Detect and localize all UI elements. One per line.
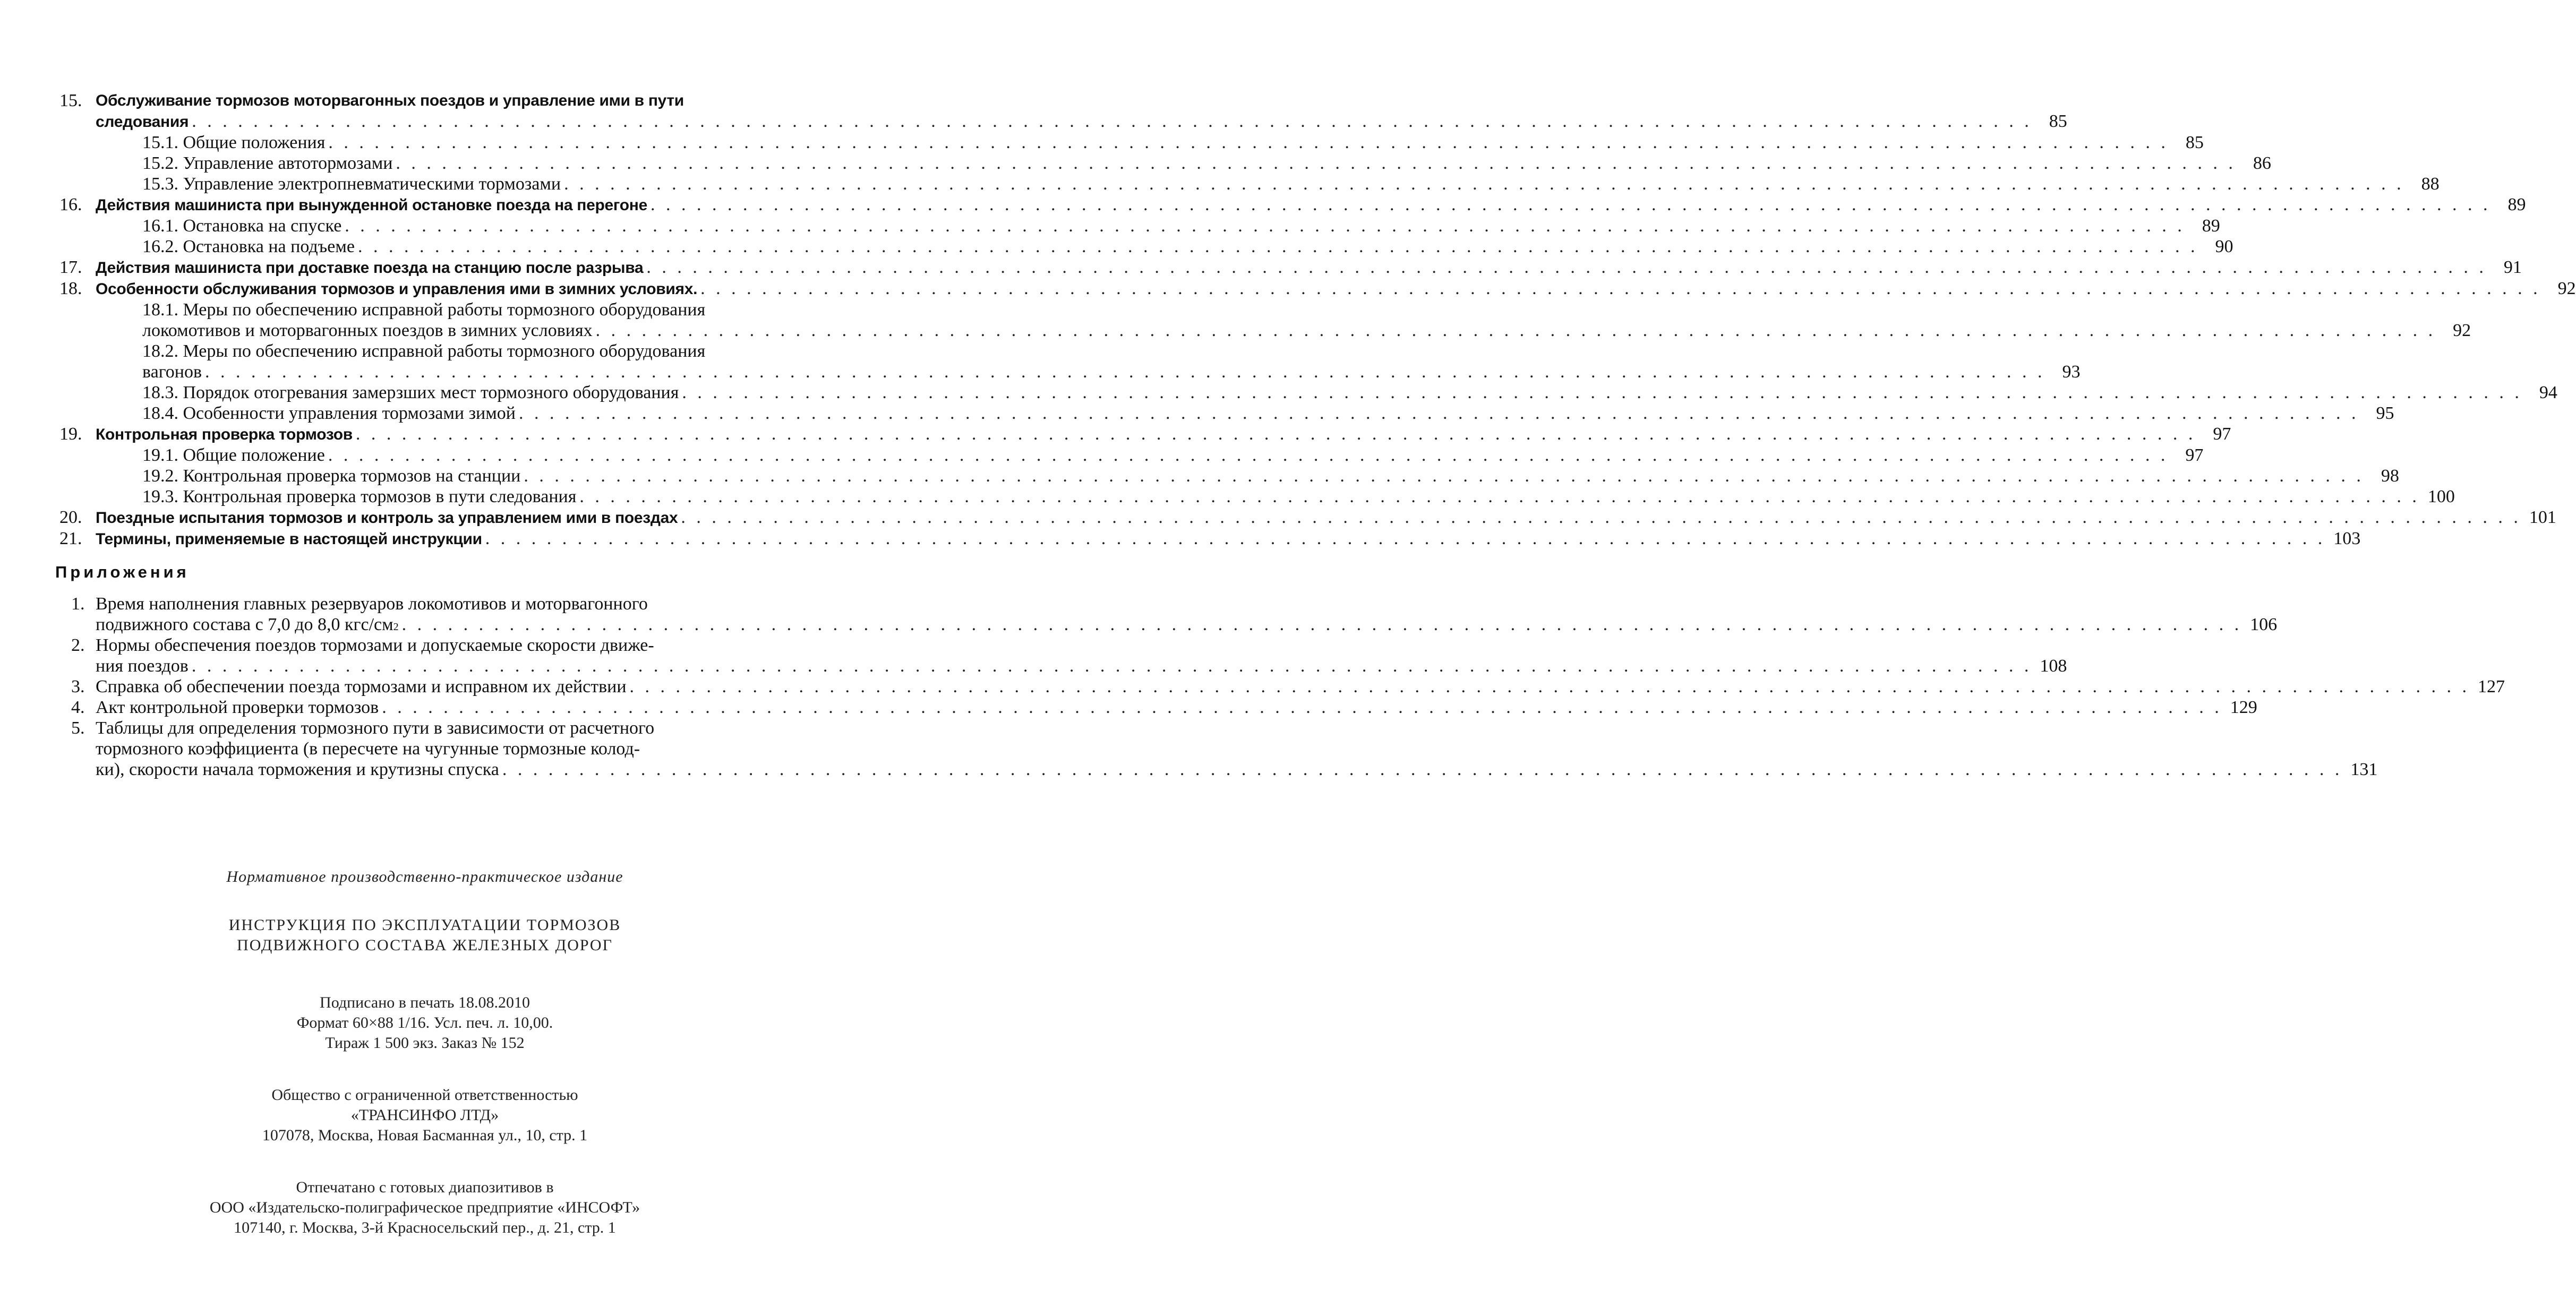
- entry-title-line: 15.2. Управление автотормозами: [142, 153, 393, 173]
- toc-subentry: [59, 382, 2557, 403]
- toc-subentry: [59, 174, 2440, 194]
- publisher-line-2: «ТРАНСИНФО ЛТД»: [350, 1106, 499, 1124]
- page-number: 95: [2376, 403, 2394, 423]
- page-number: 93: [2062, 362, 2081, 382]
- entry-title-line: Таблицы для определения тормозного пути в зависимости от расчетного: [96, 718, 655, 738]
- page-number: 106: [2250, 615, 2278, 634]
- print-details: [0, 993, 850, 1053]
- page-number: 97: [2185, 445, 2204, 465]
- entry-number: 21.: [59, 529, 82, 548]
- appendix-entry: [59, 718, 2378, 780]
- printer-address: 107140, г. Москва, 3-й Красносельский пер., д. 21, стр. 1: [234, 1219, 616, 1236]
- leader-dots: . . . . . . . . . . . . . . . . . . . . . . . . . . . . . . . . . . . . . . . . . . . . . . . . . . . . . . . . . . . . . . . . . . . . . . . . . . . . . . . . . . . . . . . . . . . . . . . . . . . . . . . . . . . . . . . . . . . . . . . .: [328, 445, 2169, 465]
- toc-subentry: [59, 466, 2399, 486]
- toc-entry: [59, 257, 2522, 278]
- entry-number: 5.: [71, 718, 85, 738]
- page-number: 129: [2230, 698, 2257, 717]
- entry-title-line: 19.2. Контрольная проверка тормозов на станции: [142, 466, 521, 486]
- page-number: 85: [2185, 133, 2204, 152]
- toc-entry: [59, 278, 2576, 299]
- entry-title-line: локомотивов и моторвагонных поездов в зимних условиях: [142, 321, 593, 340]
- toc-entry: [59, 90, 2067, 132]
- toc-subentry: [59, 153, 2271, 174]
- book-title-line-2: ПОДВИЖНОГО СОСТАВА ЖЕЛЕЗНЫХ ДОРОГ: [237, 936, 613, 954]
- entry-title-line: 19.3. Контрольная проверка тормозов в пути следования: [142, 487, 577, 506]
- leader-dots: . . . . . . . . . . . . . . . . . . . . . . . . . . . . . . . . . . . . . . . . . . . . . . . . . . . . . . . . . . . . . . . . . . . . . . . . . . . . . . . . . . . . . . . . . . . . . . . . . . . . . . . . . . . . . . . . . . . . . . . .: [524, 466, 2364, 486]
- leader-dots: . . . . . . . . . . . . . . . . . . . . . . . . . . . . . . . . . . . . . . . . . . . . . . . . . . . . . . . . . . . . . . . . . . . . . . . . . . . . . . . . . . . . . . . . . . . . . . . . . . . . . . . . . . . . . . . . . . . . . . . .: [700, 279, 2541, 298]
- entry-title-line: Справка об обеспечении поезда тормозами и исправном их действии: [96, 677, 627, 696]
- entry-number: 2.: [71, 635, 85, 655]
- page-number: 98: [2381, 466, 2399, 486]
- page-number: 92: [2557, 279, 2576, 298]
- leader-dots: . . . . . . . . . . . . . . . . . . . . . . . . . . . . . . . . . . . . . . . . . . . . . . . . . . . . . . . . . . . . . . . . . . . . . . . . . . . . . . . . . . . . . . . . . . . . . . . . . . . . . . . . . . . . . . . . . . . . . . . .: [564, 174, 2404, 194]
- leader-dots: . . . . . . . . . . . . . . . . . . . . . . . . . . . . . . . . . . . . . . . . . . . . . . . . . . . . . . . . . . . . . . . . . . . . . . . . . . . . . . . . . . . . . . . . . . . . . . . . . . . . . . . . . . . . . . . . . . . . . . . .: [646, 257, 2487, 277]
- toc-entry: [59, 528, 2361, 549]
- page-number: 127: [2478, 677, 2505, 696]
- publisher-details: [0, 1085, 850, 1146]
- page-number: 131: [2350, 760, 2378, 779]
- entry-title-line: 18.4. Особенности управления тормозами зимой: [142, 403, 516, 423]
- entry-title-line: Контрольная проверка тормозов: [96, 426, 353, 443]
- leader-dots: . . . . . . . . . . . . . . . . . . . . . . . . . . . . . . . . . . . . . . . . . . . . . . . . . . . . . . . . . . . . . . . . . . . . . . . . . . . . . . . . . . . . . . . . . . . . . . . . . . . . . . . . . . . . . . . . . . . . . . . .: [595, 321, 2436, 340]
- appendix-heading: Приложения: [55, 563, 190, 581]
- leader-dots: . . . . . . . . . . . . . . . . . . . . . . . . . . . . . . . . . . . . . . . . . . . . . . . . . . . . . . . . . . . . . . . . . . . . . . . . . . . . . . . . . . . . . . . . . . . . . . . . . . . . . . . . . . . . . . . . . . . . . . . .: [205, 362, 2046, 382]
- page-number: 97: [2213, 424, 2231, 444]
- entry-title-line: 15.1. Общие положения: [142, 133, 326, 152]
- page-number: 89: [2202, 216, 2220, 236]
- entry-number: 17.: [59, 257, 82, 277]
- entry-title-line: Нормы обеспечения поездов тормозами и допускаемые скорости движе-: [96, 635, 654, 655]
- entry-title-line: ния поездов: [96, 656, 189, 676]
- toc-subentry: [59, 236, 2233, 257]
- table-of-contents: [59, 90, 2576, 549]
- entry-number: 18.: [59, 279, 82, 298]
- printer-details: [0, 1177, 850, 1238]
- leader-dots: . . . . . . . . . . . . . . . . . . . . . . . . . . . . . . . . . . . . . . . . . . . . . . . . . . . . . . . . . . . . . . . . . . . . . . . . . . . . . . . . . . . . . . . . . . . . . . . . . . . . . . . . . . . . . . . . . . . . . . . .: [579, 487, 2420, 506]
- toc-subentry: [59, 341, 2081, 382]
- appendix-list: [59, 594, 2505, 780]
- entry-title-line: 18.3. Порядок отогревания замерзших мест тормозного оборудования: [142, 383, 679, 402]
- entry-title-line: Действия машиниста при вынужденной остановке поезда на перегоне: [96, 196, 647, 214]
- leader-dots: . . . . . . . . . . . . . . . . . . . . . . . . . . . . . . . . . . . . . . . . . . . . . . . . . . . . . . . . . . . . . . . . . . . . . . . . . . . . . . . . . . . . . . . . . . . . . . . . . . . . . . . . . . . . . . . . . . . . . . . .: [485, 529, 2326, 548]
- edition-type: Нормативное производственно-практическое издание: [226, 868, 623, 885]
- entry-title-line: ки), скорости начала торможения и крутизны спуска: [96, 760, 499, 779]
- entry-title-line: 15.3. Управление электропневматическими тормозами: [142, 174, 561, 194]
- leader-dots: . . . . . . . . . . . . . . . . . . . . . . . . . . . . . . . . . . . . . . . . . . . . . . . . . . . . . . . . . . . . . . . . . . . . . . . . . . . . . . . . . . . . . . . . . . . . . . . . . . . . . . . . . . . . . . . . . . . . . . . .: [396, 153, 2236, 173]
- toc-subentry: [59, 445, 2204, 466]
- page-number: 88: [2421, 174, 2440, 194]
- imprint: [0, 868, 850, 1270]
- entry-number: 1.: [71, 594, 85, 614]
- page-number: 100: [2427, 487, 2455, 506]
- page-number: 92: [2453, 321, 2471, 340]
- toc-subentry: [59, 486, 2455, 507]
- entry-number: 3.: [71, 677, 85, 696]
- toc-subentry: [59, 403, 2394, 424]
- leader-dots: . . . . . . . . . . . . . . . . . . . . . . . . . . . . . . . . . . . . . . . . . . . . . . . . . . . . . . . . . . . . . . . . . . . . . . . . . . . . . . . . . . . . . . . . . . . . . . . . . . . . . . . . . . . . . . . . . . . . . . . .: [629, 677, 2470, 696]
- toc-subentry: [59, 132, 2204, 153]
- entry-title-line: 19.1. Общие положение: [142, 445, 325, 465]
- entry-number: 16.: [59, 195, 82, 214]
- entry-title-line: Обслуживание тормозов моторвагонных поездов и управление ими в пути: [96, 92, 684, 109]
- circulation-info: Тираж 1 500 экз. Заказ № 152: [325, 1034, 525, 1052]
- entry-number: 15.: [59, 91, 82, 110]
- leader-dots: . . . . . . . . . . . . . . . . . . . . . . . . . . . . . . . . . . . . . . . . . . . . . . . . . . . . . . . . . . . . . . . . . . . . . . . . . . . . . . . . . . . . . . . . . . . . . . . . . . . . . . . . . . . . . . . . . . . . . . . .: [682, 383, 2522, 402]
- book-title-line-1: ИНСТРУКЦИЯ ПО ЭКСПЛУАТАЦИИ ТОРМОЗОВ: [228, 916, 621, 934]
- leader-dots: . . . . . . . . . . . . . . . . . . . . . . . . . . . . . . . . . . . . . . . . . . . . . . . . . . . . . . . . . . . . . . . . . . . . . . . . . . . . . . . . . . . . . . . . . . . . . . . . . . . . . . . . . . . . . . . . . . . . . . . .: [191, 656, 2032, 676]
- page-number: 91: [2503, 257, 2522, 277]
- toc-entry: [59, 424, 2231, 445]
- format-info: Формат 60×88 1/16. Усл. печ. л. 10,00.: [296, 1014, 553, 1031]
- entry-title-line: подвижного состава с 7,0 до 8,0 кгс/см: [96, 615, 393, 634]
- appendix-entry: [59, 697, 2257, 718]
- leader-dots: . . . . . . . . . . . . . . . . . . . . . . . . . . . . . . . . . . . . . . . . . . . . . . . . . . . . . . . . . . . . . . . . . . . . . . . . . . . . . . . . . . . . . . . . . . . . . . . . . . . . . . . . . . . . . . . . . . . . . . . .: [328, 133, 2169, 152]
- signed-date: Подписано в печать 18.08.2010: [320, 994, 530, 1011]
- leader-dots: . . . . . . . . . . . . . . . . . . . . . . . . . . . . . . . . . . . . . . . . . . . . . . . . . . . . . . . . . . . . . . . . . . . . . . . . . . . . . . . . . . . . . . . . . . . . . . . . . . . . . . . . . . . . . . . . . . . . . . . .: [518, 403, 2359, 423]
- page-number: 85: [2049, 111, 2067, 131]
- entry-title-line: Поездные испытания тормозов и контроль за управлением ими в поездах: [96, 509, 678, 527]
- entry-title-line: Термины, применяемые в настоящей инструкции: [96, 530, 482, 548]
- leader-dots: . . . . . . . . . . . . . . . . . . . . . . . . . . . . . . . . . . . . . . . . . . . . . . . . . . . . . . . . . . . . . . . . . . . . . . . . . . . . . . . . . . . . . . . . . . . . . . . . . . . . . . . . . . . . . . . . . . . . . . . .: [401, 615, 2243, 634]
- page-number: 108: [2040, 656, 2067, 676]
- page-number: 89: [2507, 195, 2526, 214]
- page-number: 103: [2333, 529, 2361, 548]
- page-number: 90: [2215, 237, 2233, 256]
- toc-subentry: [59, 216, 2220, 236]
- printer-line-2: ООО «Издательско-полиграфическое предприятие «ИНСОФТ»: [209, 1199, 640, 1216]
- entry-number: 19.: [59, 424, 82, 444]
- entry-title-line: тормозного коэффициента (в пересчете на чугунные тормозные колод-: [96, 739, 640, 759]
- page-number: 101: [2529, 508, 2556, 527]
- entry-title-line: Акт контрольной проверки тормозов: [96, 698, 379, 717]
- toc-entry: [59, 507, 2556, 528]
- appendix-entry: [59, 635, 2067, 676]
- appendix-entry: [59, 676, 2505, 697]
- entry-title-line: 18.1. Меры по обеспечению исправной работы тормозного оборудования: [142, 300, 706, 320]
- entry-title-line: Время наполнения главных резервуаров локомотивов и моторвагонного: [96, 594, 648, 614]
- entry-title-line: 16.1. Остановка на спуске: [142, 216, 342, 236]
- publisher-address: 107078, Москва, Новая Басманная ул., 10, стр. 1: [262, 1126, 588, 1144]
- book-title: [0, 915, 850, 956]
- appendix-entry: 1. Время наполнения главных резервуаров локомотивов и моторвагонного подвижного состава с 7,0 до 8,0 кгс/см 2 . . . . . . . . . . . . . . . . . . . . . . . . . . . . . . . . . . . . . . . . . . . . . . . . . . . . . . . . . . . . . . . . . . . . . . . . . . . . . . . . . . . . . . . . . . . . . . . . . . . . . . . . . . . . . . . . . . . . . . . . 106: [71, 594, 2278, 634]
- toc-entry: [59, 194, 2526, 216]
- leader-dots: . . . . . . . . . . . . . . . . . . . . . . . . . . . . . . . . . . . . . . . . . . . . . . . . . . . . . . . . . . . . . . . . . . . . . . . . . . . . . . . . . . . . . . . . . . . . . . . . . . . . . . . . . . . . . . . . . . . . . . . .: [357, 237, 2198, 256]
- leader-dots: . . . . . . . . . . . . . . . . . . . . . . . . . . . . . . . . . . . . . . . . . . . . . . . . . . . . . . . . . . . . . . . . . . . . . . . . . . . . . . . . . . . . . . . . . . . . . . . . . . . . . . . . . . . . . . . . . . . . . . . .: [355, 424, 2196, 444]
- entry-title-line: вагонов: [142, 362, 202, 382]
- entry-title-line: Особенности обслуживания тормозов и управления ими в зимних условиях.: [96, 280, 698, 298]
- leader-dots: . . . . . . . . . . . . . . . . . . . . . . . . . . . . . . . . . . . . . . . . . . . . . . . . . . . . . . . . . . . . . . . . . . . . . . . . . . . . . . . . . . . . . . . . . . . . . . . . . . . . . . . . . . . . . . . . . . . . . . . .: [382, 698, 2222, 717]
- leader-dots: . . . . . . . . . . . . . . . . . . . . . . . . . . . . . . . . . . . . . . . . . . . . . . . . . . . . . . . . . . . . . . . . . . . . . . . . . . . . . . . . . . . . . . . . . . . . . . . . . . . . . . . . . . . . . . . . . . . . . . . .: [650, 195, 2491, 214]
- leader-dots: . . . . . . . . . . . . . . . . . . . . . . . . . . . . . . . . . . . . . . . . . . . . . . . . . . . . . . . . . . . . . . . . . . . . . . . . . . . . . . . . . . . . . . . . . . . . . . . . . . . . . . . . . . . . . . . . . . . . . . . .: [681, 508, 2521, 527]
- publisher-line-1: Общество с ограниченной ответственностью: [271, 1086, 578, 1104]
- entry-title-line: 16.2. Остановка на подъеме: [142, 237, 355, 256]
- leader-dots: . . . . . . . . . . . . . . . . . . . . . . . . . . . . . . . . . . . . . . . . . . . . . . . . . . . . . . . . . . . . . . . . . . . . . . . . . . . . . . . . . . . . . . . . . . . . . . . . . . . . . . . . . . . . . . . . . . . . . . . .: [345, 216, 2185, 236]
- page-number: 94: [2539, 383, 2557, 402]
- entry-title-line: 18.2. Меры по обеспечению исправной работы тормозного оборудования: [142, 341, 706, 361]
- entry-number: 4.: [71, 698, 85, 717]
- leader-dots: . . . . . . . . . . . . . . . . . . . . . . . . . . . . . . . . . . . . . . . . . . . . . . . . . . . . . . . . . . . . . . . . . . . . . . . . . . . . . . . . . . . . . . . . . . . . . . . . . . . . . . . . . . . . . . . . . . . . . . . .: [502, 760, 2343, 779]
- entry-title-line: следования: [96, 113, 189, 131]
- leader-dots: . . . . . . . . . . . . . . . . . . . . . . . . . . . . . . . . . . . . . . . . . . . . . . . . . . . . . . . . . . . . . . . . . . . . . . . . . . . . . . . . . . . . . . . . . . . . . . . . . . . . . . . . . . . . . . . . . . . . . . . .: [192, 111, 2032, 131]
- toc-subentry: [59, 299, 2471, 341]
- entry-title-line: Действия машиниста при доставке поезда на станцию после разрыва: [96, 259, 644, 277]
- entry-number: 20.: [59, 508, 82, 527]
- page-number: 86: [2253, 153, 2271, 173]
- printer-line-1: Отпечатано с готовых диапозитивов в: [296, 1179, 554, 1196]
